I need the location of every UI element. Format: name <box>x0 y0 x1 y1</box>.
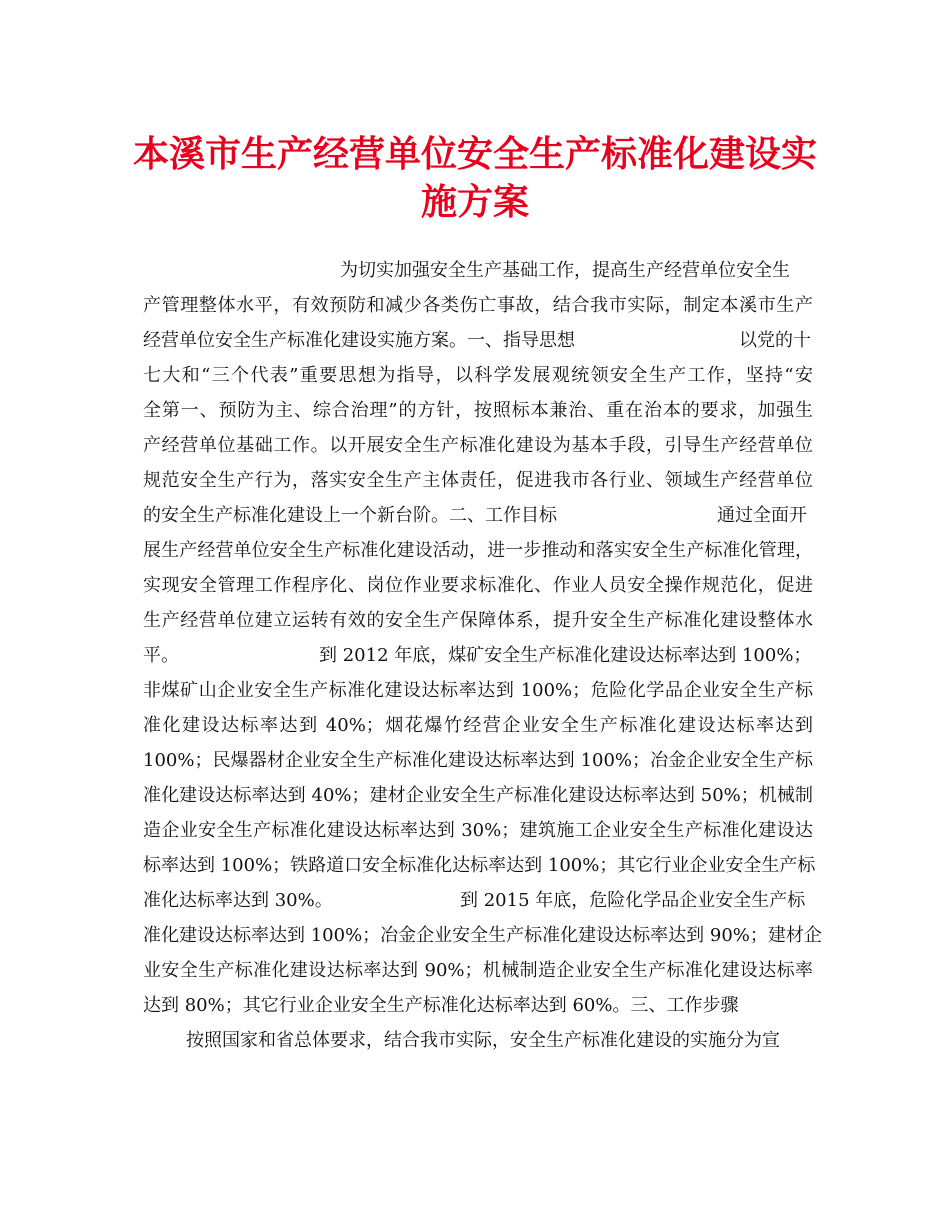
body-line-18: 标率达到 100%；铁路道口安全标准化达标率达到 100%；其它行业企业安全生产标 <box>143 855 816 876</box>
body-line-20: 准化建设达标率达到 100%；冶金企业安全生产标准化建设达标率达到 90%；建材企 <box>143 925 822 946</box>
body-line-12-left: 平。 <box>143 645 179 666</box>
body-line-6: 产经营单位基础工作。以开展安全生产标准化建设为基本手段，引导生产经营单位 <box>143 435 813 456</box>
body-line-2: 产管理整体水平，有效预防和减少各类伤亡事故，结合我市实际，制定本溪市生产 <box>143 295 813 316</box>
body-line-22: 达到 80%；其它行业企业安全生产标准化达标率达到 60%。三、工作步骤 <box>143 995 739 1016</box>
body-line-4: 七大和“三个代表”重要思想为指导，以科学发展观统领安全生产工作，坚持“安 <box>143 365 813 386</box>
body-line-19-left: 准化达标率达到 30%。 <box>143 890 333 911</box>
body-line-8 <box>143 504 813 528</box>
body-line-13: 非煤矿山企业安全生产标准化建设达标率达到 100%；危险化学品企业安全生产标 <box>143 680 813 701</box>
body-line-17: 造企业安全生产标准化建设达标率达到 30%；建筑施工企业安全生产标准化建设达 <box>143 820 813 841</box>
body-line-9: 展生产经营单位安全生产标准化建设活动，进一步推动和落实安全生产标准化管理， <box>143 540 813 561</box>
body-line-15: 100%；民爆器材企业安全生产标准化建设达标率达到 100%；冶金企业安全生产标 <box>143 750 813 771</box>
body-line-5: 全第一、预防为主、综合治理”的方针，按照标本兼治、重在治本的要求，加强生 <box>143 400 813 421</box>
body-line-16: 准化建设达标率达到 40%；建材企业安全生产标准化建设达标率达到 50%；机械制 <box>143 785 813 806</box>
document-title-line-1: 本溪市生产经营单位安全生产标准化建设实 <box>132 133 817 175</box>
body-line-10: 实现安全管理工作程序化、岗位作业要求标准化、作业人员安全操作规范化，促进 <box>143 575 813 596</box>
body-line-12 <box>143 644 813 668</box>
body-line-14: 准化建设达标率达到 40%；烟花爆竹经营企业安全生产标准化建设达标率达到 <box>143 715 813 736</box>
body-line-3 <box>143 329 813 353</box>
body-line-8-left: 的安全生产标准化建设上一个新台阶。二、工作目标 <box>143 505 557 526</box>
body-line-19-right: 到 2015 年底，危险化学品企业安全生产标 <box>460 890 806 911</box>
body-line-21: 业安全生产标准化建设达标率达到 90%；机械制造企业安全生产标准化建设达标率 <box>143 960 813 981</box>
body-line-19 <box>143 889 813 913</box>
body-line-12-right: 到 2012 年底，煤矿安全生产标准化建设达标率达到 100%； <box>319 645 812 666</box>
body-line-1: 为切实加强安全生产基础工作，提高生产经营单位安全生 <box>340 260 790 281</box>
body-line-3-left: 经营单位安全生产标准化建设实施方案。一、指导思想 <box>143 330 575 351</box>
body-line-23: 按照国家和省总体要求，结合我市实际，安全生产标准化建设的实施分为宣 <box>186 1030 780 1051</box>
body-line-11: 生产经营单位建立运转有效的安全生产保障体系，提升安全生产标准化建设整体水 <box>143 610 813 631</box>
body-line-7: 规范安全生产行为，落实安全生产主体责任，促进我市各行业、领域生产经营单位 <box>143 470 813 491</box>
body-line-3-right: 以党的十 <box>739 330 811 351</box>
body-line-8-right: 通过全面开 <box>717 505 807 526</box>
document-title-line-2: 施方案 <box>420 181 529 223</box>
